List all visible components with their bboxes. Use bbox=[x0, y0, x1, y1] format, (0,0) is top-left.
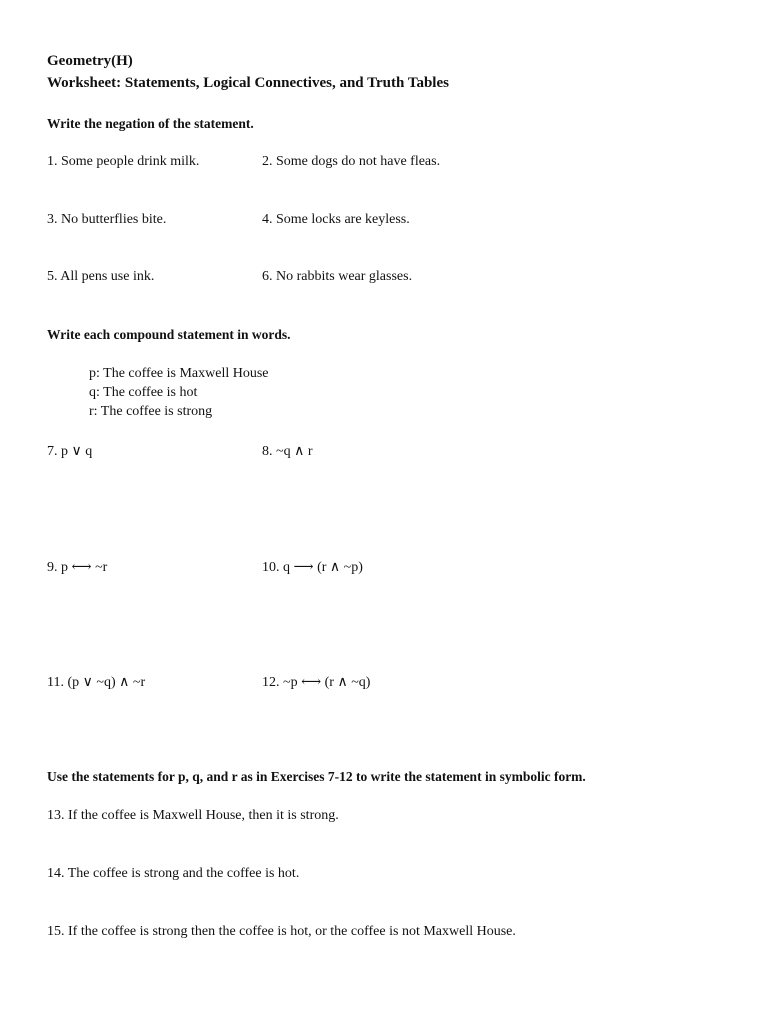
definition-p: p: The coffee is Maxwell House bbox=[89, 366, 269, 381]
question-2: 2. Some dogs do not have fleas. bbox=[262, 154, 441, 169]
question-1: 1. Some people drink milk. bbox=[47, 154, 200, 169]
question-11: 11. (p ∨ ~q) ∧ ~r bbox=[47, 675, 146, 690]
question-9: 9. p ⟷ ~r bbox=[47, 560, 108, 575]
question-12: 12. ~p ⟷ (r ∧ ~q) bbox=[262, 675, 371, 690]
definition-r: r: The coffee is strong bbox=[89, 404, 213, 419]
question-3: 3. No butterflies bite. bbox=[47, 212, 167, 227]
question-10: 10. q ⟶ (r ∧ ~p) bbox=[262, 560, 363, 575]
definition-q: q: The coffee is hot bbox=[89, 385, 198, 400]
course-title: Geometry(H) bbox=[47, 53, 133, 69]
question-7: 7. p ∨ q bbox=[47, 444, 93, 459]
question-8: 8. ~q ∧ r bbox=[262, 444, 313, 459]
question-4: 4. Some locks are keyless. bbox=[262, 212, 410, 227]
worksheet-title: Worksheet: Statements, Logical Connectives, and Truth Tables bbox=[47, 75, 449, 91]
question-13: 13. If the coffee is Maxwell House, then it is strong. bbox=[47, 808, 339, 823]
section1-instruction: Write the negation of the statement. bbox=[47, 116, 254, 131]
question-15: 15. If the coffee is strong then the coffee is hot, or the coffee is not Maxwell House. bbox=[47, 924, 516, 939]
question-5: 5. All pens use ink. bbox=[47, 269, 155, 284]
section2-instruction: Write each compound statement in words. bbox=[47, 327, 291, 342]
question-6: 6. No rabbits wear glasses. bbox=[262, 269, 413, 284]
section3-instruction: Use the statements for p, q, and r as in Exercises 7-12 to write the statement in symbolic form. bbox=[47, 769, 586, 784]
question-14: 14. The coffee is strong and the coffee is hot. bbox=[47, 866, 300, 881]
